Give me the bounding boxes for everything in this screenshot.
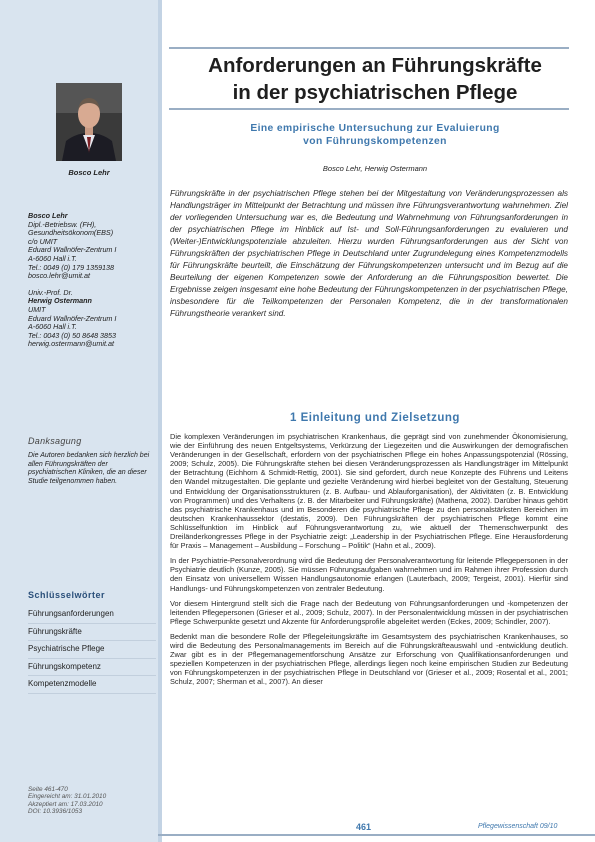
body-paragraph: Bedenkt man die besondere Rolle der Pflegeleitungskräfte im Gesamtsystem des psychiatrischen Krankenhauses, so wird die Bedeutung des Personalmanagements im Bereich auf die Führungskräfteauswahl und -entwicklung deutlich. Zwar gibt es in der Pflegemanagementforschung Ansätze zur Erforschung von Qualifikationsanforderungen und speziellen Kompetenzen in der psychiatrischen Pflege, allerdings liegen noch keine empirischen Studien zur Bedeutung von Führungskompetenzen in der psychiatrischen Pflege in Deutschland vor (Grieser et al., 2009; Rosental et al., 2001; Schulz, 2007; Sherman et al., 2007). An dieser — [170, 631, 568, 687]
keyword-item: Führungskompetenz — [28, 659, 156, 677]
author-line: Dipl.-Betriebsw. (FH), — [28, 219, 97, 229]
meta-line: Eingereicht am: 31.01.2010 — [28, 793, 107, 801]
author-email[interactable]: bosco.lehr@umit.at — [28, 271, 91, 281]
author-line: Gesundheitsökonom(EBS) — [28, 228, 114, 238]
author-contacts — [28, 212, 156, 349]
title-line: Anforderungen an Führungskräfte — [208, 54, 542, 77]
byline: Bosco Lehr, Herwig Ostermann — [322, 164, 428, 173]
keywords-list — [28, 606, 156, 694]
meta-line: Akzeptiert am: 17.03.2010 — [28, 800, 103, 808]
acknowledgement-text: Die Autoren bedanken sich herzlich bei allen Führungskräften der psychiatrischen Kliniken, die an dieser Studie teilgenommen haben. — [28, 452, 150, 485]
author-line: Tel.: 0049 (0) 179 1359138 — [28, 262, 115, 272]
body-paragraph: Die komplexen Veränderungen im psychiatrischen Krankenhaus, die geprägt sind von zunehmender Ökonomisierung, wie der Einführung des neuen Entgeltsystems, Verkürzung der Liegezeiten und die Auswirkungen der demografischen Veränderungen in der Gesellschaft, erfordern von der psychiatrischen Pflege ein hohes Anpassungspotenzial (Rössing, 2009; Schulz, 2005). Die Führungskräfte stehen bei diesen Veränderungsprozessen als Handlungsträger im Mittelpunkt der Betrachtung (Eichhorn & Schmidt-Rettig, 2001). Sie sind gefordert, durch neue Konzepte des Führens und Leitens den Wandel mitzugestalten. Die geplante und gezielte Veränderung wird hierbei begleitet von der Gestaltung, Steuerung und Entwicklung der Organisationsstrukturen (z. B. Aufbau- und Ablauforganisation), der Aktivitäten (z. B. Entwicklung von Programmen) und des Verhaltens (z. B. der Mitarbeiter und Führungskräfte) (Mathena, 2002). Darüber hinaus gehört das psychiatrische Krankenhaus und im Besonderen die psychiatrische Pflege zu den personalstärksten Bereichen im deutschen Krankenhaussektor (destatis, 2009). Den Führungskräften der psychiatrischen Pflege kommt eine Schlüsselfunktion im Hinblick auf Führungsverantwortung zu, wie aktuell der Themenschwerpunkt des Dreiländerkongresses Pflege in der Psychiatrie zeigt: „Leadership in der Psychiatrischen Pflege. Eine Herausforderung für Praxis – Management – Ausbildung – Forschung – Politik“ (Hahn et al., 2009). — [170, 432, 568, 551]
author-name: Herwig Ostermann — [28, 296, 92, 306]
body-text — [170, 432, 568, 692]
subtitle-line: von Führungskompetenzen — [303, 136, 447, 147]
journal-name: Pflegewissenschaft 09/10 — [478, 823, 558, 830]
author-line: c/o UMIT — [28, 236, 58, 246]
author-line: Eduard Wallnöfer-Zentrum I — [28, 313, 117, 323]
footer-rule — [158, 834, 595, 836]
keyword-item: Kompetenzmodelle — [28, 676, 156, 694]
sidebar-divider — [158, 0, 162, 842]
author-prefix: Univ.-Prof. Dr. — [28, 287, 73, 297]
article-title — [165, 52, 585, 106]
author-line: Tel.: 0043 (0) 50 8648 3853 — [28, 330, 117, 340]
page-number: 461 — [356, 822, 372, 832]
meta-line: DOI: 10.3936/1053 — [28, 808, 83, 816]
body-paragraph: In der Psychiatrie-Personalverordnung wird die Bedeutung der Personalverantwortung für leitende Pflegepersonen in der Psychiatrie deutlich (Kunze, 2005). Sie müssen Führungsaufgaben wahrnehmen und im Rahmen ihrer Profession durch den Einsatz von universellem Wissen Handlungsautonomie erlangen (Lauterbach, 2009; Tergeist, 2001). Hierfür sind Handlungs- und Führungskompetenzen von zentraler Bedeutung. — [170, 556, 568, 593]
keyword-item: Psychiatrische Pflege — [28, 641, 156, 659]
body-paragraph: Vor diesem Hintergrund stellt sich die Frage nach der Bedeutung von Führungsanforderungen und -kompetenzen der leitenden Pflegepersonen (Grieser et al., 2009; Schulz, 2007). In der Personalentwicklung müssen in der psychiatrischen Pflege Schwerpunkte gesetzt und Akzente für Anforderungsprofile abgeleitet werden (Eckes, 2009; Schindler, 2007). — [170, 598, 568, 626]
title-line: in der psychiatrischen Pflege — [232, 81, 518, 104]
keyword-item: Führungsanforderungen — [28, 606, 156, 624]
title-rule-top — [169, 47, 569, 49]
article-meta — [28, 786, 106, 816]
subtitle-line: Eine empirische Untersuchung zur Evaluierung — [250, 123, 500, 134]
keyword-item: Führungskräfte — [28, 624, 156, 642]
author-photo — [56, 83, 122, 161]
author-line: Eduard Wallnöfer-Zentrum I — [28, 245, 117, 255]
author-line: A-6060 Hall i.T. — [28, 322, 77, 332]
author-line: A-6060 Hall i.T. — [28, 253, 77, 263]
author-line: UMIT — [28, 304, 46, 314]
article-subtitle — [165, 122, 585, 148]
section-heading: 1 Einleitung und Zielsetzung — [290, 412, 460, 424]
author-email[interactable]: herwig.ostermann@umit.at — [28, 339, 114, 349]
meta-line: Seite 461-470 — [28, 786, 68, 793]
abstract: Führungskräfte in der psychiatrischen Pflege stehen bei der Mitgestaltung von Veränderungsprozessen als Handlungsträger im Mittelpunkt der Betrachtung und müssen ihre Führungsverantwortung wahrnehmen. Ziel der vorliegenden Untersuchung war es, die Bedeutung und Wahrnehmung von Führungsanforderungen in der psychiatrischen Pflege im Hinblick auf Ist- und Soll-Führungsanforderungen zu evaluieren und (Weiter-)Entwicklungspotenziale abzuleiten. Hierzu wurden Führungsanforderungen aus der Sicht von Führungskräften der psychiatrischen Pflege in Deutschland unter Zugrundelegung eines Kompetenzmodells für Führungskräfte beurteilt, die Einschätzung der Führungskompetenzen untersucht und im Bezug auf die Beurteilung der eigenen Kompetenzen sowie der Anforderung an die Führungsposition bewertet. Die Ergebnisse zeigen insgesamt eine hohe Bedeutung der Führungskompetenzen in der psychiatrischen Pflege, insbesondere für die Teilkompetenzen der Personalen Kompetenz, die in der transformationalen Führungstheorie verankert sind. — [170, 189, 568, 318]
acknowledgement-title: Danksagung — [28, 436, 82, 446]
title-rule-bottom — [169, 108, 569, 110]
keywords-title: Schlüsselwörter — [28, 590, 106, 600]
author-name: Bosco Lehr — [28, 211, 68, 220]
photo-caption: Bosco Lehr — [68, 168, 110, 177]
